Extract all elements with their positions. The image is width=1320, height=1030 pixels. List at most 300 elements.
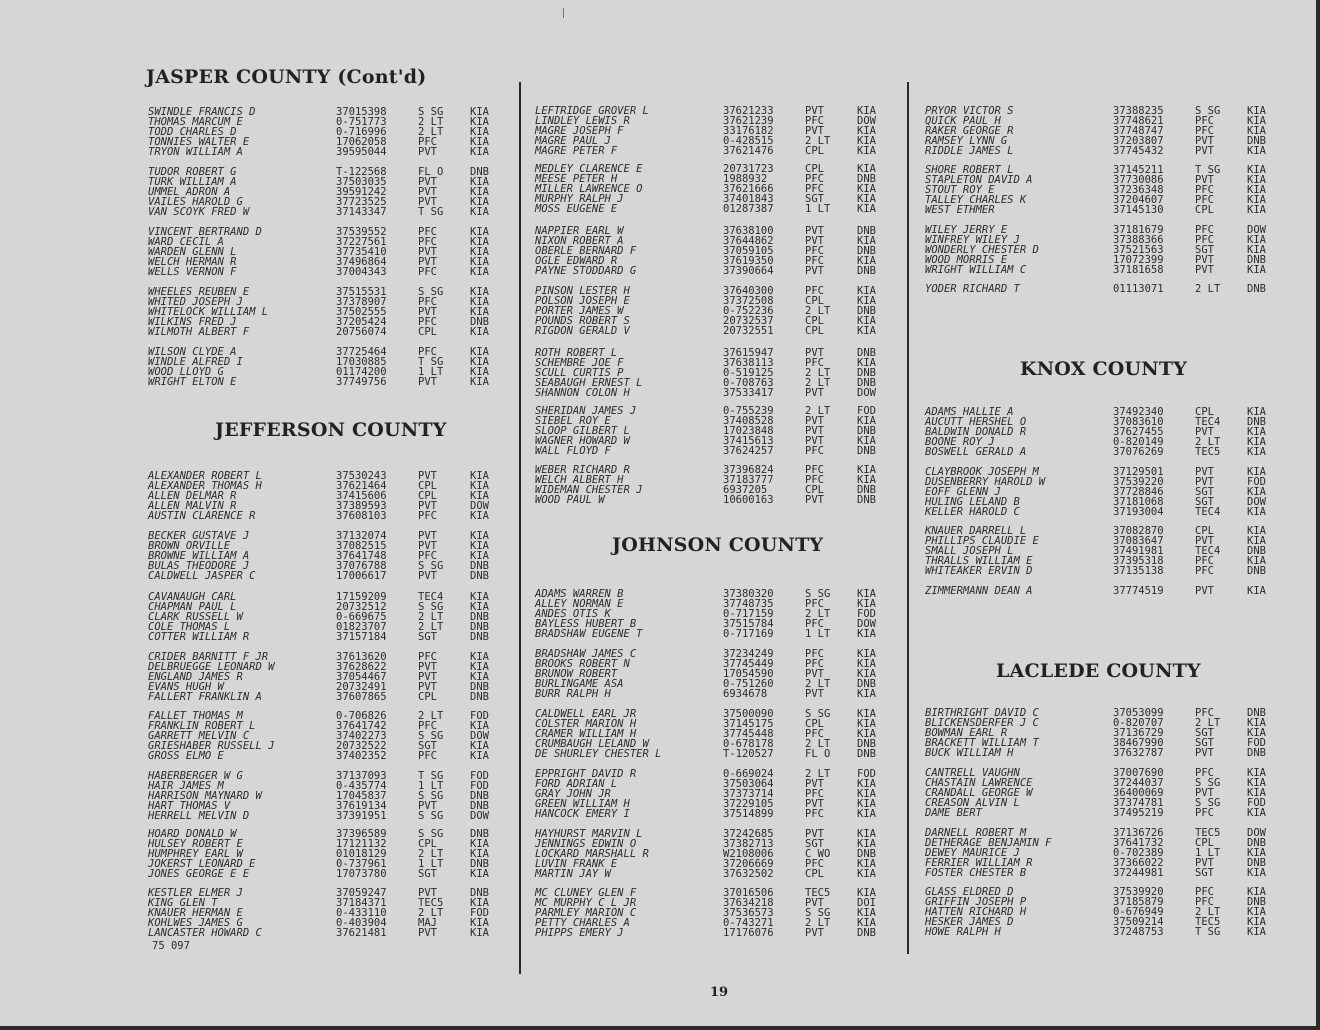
record-status: KIA	[1247, 264, 1266, 276]
record-name: AUSTIN CLARENCE R	[148, 510, 256, 522]
record-name: WALL FLOYD F	[535, 445, 611, 457]
record-rank: PFC	[1195, 115, 1214, 127]
record-rank: S SG	[805, 907, 831, 919]
record-status: DOW	[857, 618, 876, 630]
record-name: HAYHURST MARVIN L	[535, 828, 643, 840]
record-rank: PFC	[418, 651, 437, 663]
record-status: KIA	[470, 136, 489, 148]
record-rank: SGT	[805, 838, 824, 850]
record-rank: PVT	[1195, 466, 1214, 478]
record-name: HART THOMAS V	[148, 800, 231, 812]
record-name: DUSENBERRY HAROLD W	[925, 476, 1046, 488]
record-service-number: 0-752236	[723, 305, 774, 317]
record-name: BECKER GUSTAVE J	[148, 530, 250, 542]
record-name: WEST ETHMER	[925, 204, 995, 216]
record-service-number: 37391951	[336, 810, 387, 822]
record-status: KIA	[857, 648, 876, 660]
record-name: BUCK WILLIAM H	[925, 747, 1014, 759]
record-service-number: 37129501	[1113, 466, 1164, 478]
record-status: DNB	[470, 166, 489, 178]
record-service-number: 37748621	[1113, 115, 1164, 127]
record-service-number: 37053099	[1113, 707, 1164, 719]
record-name: KNAUER HERMAN E	[148, 907, 243, 919]
record-rank: PVT	[1195, 254, 1214, 266]
record-service-number: 37533417	[723, 387, 774, 399]
record-rank: PVT	[418, 196, 437, 208]
record-service-number: 37539552	[336, 226, 387, 238]
record-rank: PFC	[418, 720, 437, 732]
record-name: GREEN WILLIAM H	[535, 798, 630, 810]
record-status: DNB	[857, 484, 876, 496]
record-rank: PVT	[805, 225, 824, 237]
record-rank: PFC	[1195, 707, 1214, 719]
record-service-number: 0-669675	[336, 611, 387, 623]
record-rank: CPL	[1195, 204, 1214, 216]
record-service-number: 01287387	[723, 203, 774, 215]
record-status: KIA	[857, 868, 876, 880]
record-status: KIA	[470, 838, 489, 850]
record-name: HANCOCK EMERY I	[535, 808, 630, 820]
record-status: DNB	[857, 173, 876, 185]
record-rank: CPL	[418, 480, 437, 492]
record-status: KIA	[1247, 717, 1266, 729]
record-name: GRIFFIN JOSEPH P	[925, 896, 1027, 908]
record-service-number: 0-428515	[723, 135, 774, 147]
record-rank: PVT	[418, 186, 437, 198]
record-service-number: 37745448	[723, 728, 774, 740]
record-name: NAPPIER EARL W	[535, 225, 624, 237]
record-status: DNB	[1247, 837, 1266, 849]
record-status: KIA	[857, 415, 876, 427]
record-status: KIA	[470, 146, 489, 158]
record-rank: PVT	[1195, 174, 1214, 186]
record-service-number: W2108006	[723, 848, 774, 860]
record-rank: PVT	[418, 530, 437, 542]
record-name: ADAMS WARREN B	[535, 588, 624, 600]
record-name: WOOD LLOYD G	[148, 366, 224, 378]
record-service-number: 20732522	[336, 740, 387, 752]
record-name: WOOD PAUL W	[535, 494, 605, 506]
record-status: KIA	[857, 325, 876, 337]
record-service-number: 37382713	[723, 838, 774, 850]
record-rank: PFC	[1195, 807, 1214, 819]
record-name: WRIGHT WILLIAM C	[925, 264, 1027, 276]
record-status: KIA	[470, 256, 489, 268]
record-name: CALDWELL EARL JR	[535, 708, 637, 720]
record-rank: PFC	[1195, 224, 1214, 236]
record-service-number: 37248753	[1113, 926, 1164, 938]
record-rank: PVT	[805, 125, 824, 137]
record-rank: PVT	[418, 661, 437, 673]
record-rank: PFC	[418, 550, 437, 562]
record-service-number: 37735410	[336, 246, 387, 258]
record-status: FOD	[1247, 797, 1266, 809]
record-status: KIA	[1247, 767, 1266, 779]
record-rank: S SG	[418, 286, 444, 298]
record-rank: 2 LT	[418, 611, 444, 623]
record-status: KIA	[857, 588, 876, 600]
record-service-number: 37082870	[1113, 525, 1164, 537]
column-divider-right	[907, 82, 909, 954]
record-status: KIA	[857, 828, 876, 840]
scan-mark	[563, 8, 564, 18]
record-service-number: 37244981	[1113, 867, 1164, 879]
record-service-number: 37530243	[336, 470, 387, 482]
record-rank: PVT	[1195, 857, 1214, 869]
record-service-number: T-120527	[723, 748, 774, 760]
record-status: DNB	[857, 265, 876, 277]
record-rank: TEC5	[418, 897, 444, 909]
record-name: HESKER JAMES D	[925, 916, 1014, 928]
record-status: DNB	[470, 611, 489, 623]
record-service-number: 37181068	[1113, 496, 1164, 508]
record-name: WEBER RICHARD R	[535, 464, 630, 476]
record-rank: 1 LT	[1195, 847, 1221, 859]
record-name: GRAY JOHN JR	[535, 788, 611, 800]
record-status: KIA	[470, 510, 489, 522]
record-rank: PFC	[805, 245, 824, 257]
record-service-number: 37634218	[723, 897, 774, 909]
record-name: DETHERAGE BENJAMIN F	[925, 837, 1052, 849]
record-status: KIA	[1247, 436, 1266, 448]
record-service-number: 0-717159	[723, 608, 774, 620]
record-service-number: 37015398	[336, 106, 387, 118]
record-status: KIA	[857, 183, 876, 195]
record-rank: S SG	[418, 601, 444, 613]
record-service-number: 37749756	[336, 376, 387, 388]
record-service-number: 17023848	[723, 425, 774, 437]
record-rank: 2 LT	[418, 126, 444, 138]
record-service-number: 20732491	[336, 681, 387, 693]
record-name: FERRIER WILLIAM R	[925, 857, 1033, 869]
record-rank: C WO	[805, 848, 831, 860]
record-rank: 2 LT	[1195, 717, 1221, 729]
record-name: PINSON LESTER H	[535, 285, 630, 297]
record-rank: PVT	[805, 235, 824, 247]
record-service-number: 37539920	[1113, 886, 1164, 898]
record-name: WRIGHT ELTON E	[148, 376, 237, 388]
record-service-number: 37366022	[1113, 857, 1164, 869]
record-status: DNB	[1247, 283, 1266, 295]
record-rank: PFC	[1195, 767, 1214, 779]
record-rank: PFC	[805, 445, 824, 457]
record-status: KIA	[470, 917, 489, 929]
record-status: DNB	[1247, 707, 1266, 719]
record-name: WILMOTH ALBERT F	[148, 326, 250, 338]
record-name: THRALLS WILLIAM E	[925, 555, 1033, 567]
record-service-number: 37390664	[723, 265, 774, 277]
record-name: PORTER JAMES W	[535, 305, 624, 317]
record-status: KIA	[470, 346, 489, 358]
record-service-number: 37621239	[723, 115, 774, 127]
record-service-number: 37621464	[336, 480, 387, 492]
record-name: MEESE PETER H	[535, 173, 618, 185]
record-name: DEWEY MAURICE J	[925, 847, 1020, 859]
record-rank: T SG	[1195, 164, 1221, 176]
record-service-number: 0-717169	[723, 628, 774, 640]
record-rank: TEC4	[1195, 416, 1221, 428]
record-name: TURK WILLIAM A	[148, 176, 237, 188]
record-status: KIA	[857, 628, 876, 640]
record-service-number: 37408528	[723, 415, 774, 427]
record-status: DNB	[470, 790, 489, 802]
record-name: WELCH HERMAN R	[148, 256, 237, 268]
record-status: KIA	[470, 868, 489, 880]
record-status: KIA	[857, 798, 876, 810]
record-name: MARTIN JAY W	[535, 868, 611, 880]
record-status: KIA	[1247, 204, 1266, 216]
record-service-number: 37608103	[336, 510, 387, 522]
record-status: DNB	[857, 445, 876, 457]
record-status: DNB	[1247, 416, 1266, 428]
record-service-number: 17121132	[336, 838, 387, 850]
record-rank: CPL	[418, 838, 437, 850]
record-rank: PFC	[805, 648, 824, 660]
record-status: KIA	[1247, 234, 1266, 246]
record-name: LUVIN FRANK E	[535, 858, 618, 870]
record-rank: PFC	[1195, 184, 1214, 196]
record-service-number: 01113071	[1113, 283, 1164, 295]
record-name: BOSWELL GERALD A	[925, 446, 1027, 458]
record-rank: PVT	[418, 671, 437, 683]
record-name: GARRETT MELVIN C	[148, 730, 250, 742]
record-status: DNB	[857, 848, 876, 860]
record-service-number: 37136729	[1113, 727, 1164, 739]
record-name: QUICK PAUL H	[925, 115, 1001, 127]
record-service-number: 0-820149	[1113, 436, 1164, 448]
record-name: UMMEL ADRON A	[148, 186, 231, 198]
record-name: CAVANAUGH CARL	[148, 591, 237, 603]
record-status: KIA	[470, 116, 489, 128]
record-status: KIA	[1247, 406, 1266, 418]
record-name: ROTH ROBERT L	[535, 347, 618, 359]
record-name: TONNIES WALTER E	[148, 136, 250, 148]
record-service-number: 37132074	[336, 530, 387, 542]
record-rank: PFC	[805, 115, 824, 127]
record-service-number: 37184371	[336, 897, 387, 909]
record-rank: CPL	[805, 315, 824, 327]
record-service-number: 37401843	[723, 193, 774, 205]
record-name: SCULL CURTIS P	[535, 367, 624, 379]
record-name: BURR RALPH H	[535, 688, 611, 700]
record-status: KIA	[857, 668, 876, 680]
record-name: CLARK RUSSELL W	[148, 611, 243, 623]
record-name: ADAMS HALLIE A	[925, 406, 1014, 418]
record-status: KIA	[1247, 727, 1266, 739]
record-service-number: 37621233	[723, 105, 774, 117]
record-name: SIEBEL ROY E	[535, 415, 611, 427]
record-service-number: 37181658	[1113, 264, 1164, 276]
record-service-number: 10600163	[723, 494, 774, 506]
record-service-number: 17159209	[336, 591, 387, 603]
record-rank: PFC	[1195, 125, 1214, 137]
record-name: LEFTRIDGE GROVER L	[535, 105, 649, 117]
record-name: BRADSHAW JAMES C	[535, 648, 637, 660]
record-status: KIA	[857, 357, 876, 369]
record-status: KIA	[857, 235, 876, 247]
record-service-number: 37181679	[1113, 224, 1164, 236]
record-rank: PFC	[1195, 555, 1214, 567]
record-status: DNB	[470, 681, 489, 693]
record-status: DNB	[857, 305, 876, 317]
record-name: PRYOR VICTOR S	[925, 105, 1014, 117]
record-status: DOW	[1247, 827, 1266, 839]
record-rank: FL O	[418, 166, 444, 178]
record-name: WARD CECIL A	[148, 236, 224, 248]
record-name: WILKINS FRED J	[148, 316, 237, 328]
record-service-number: 20732551	[723, 325, 774, 337]
record-status: DNB	[470, 691, 489, 703]
record-service-number: 37380320	[723, 588, 774, 600]
record-rank: PFC	[805, 357, 824, 369]
record-service-number: 37145175	[723, 718, 774, 730]
record-service-number: 01018129	[336, 848, 387, 860]
record-name: THOMAS MARCUM E	[148, 116, 243, 128]
record-service-number: 37388366	[1113, 234, 1164, 246]
record-name: HOWE RALPH H	[925, 926, 1001, 938]
record-service-number: 0-702389	[1113, 847, 1164, 859]
record-name: DELBRUEGGE LEONARD W	[148, 661, 275, 673]
record-status: KIA	[470, 226, 489, 238]
record-service-number: 37748747	[1113, 125, 1164, 137]
record-status: KIA	[470, 206, 489, 218]
record-service-number: 37619134	[336, 800, 387, 812]
record-rank: 2 LT	[1195, 436, 1221, 448]
record-service-number: 17072399	[1113, 254, 1164, 266]
record-status: KIA	[1247, 105, 1266, 117]
record-service-number: 37536573	[723, 907, 774, 919]
record-rank: 2 LT	[805, 377, 831, 389]
record-name: CRAMER WILLIAM H	[535, 728, 637, 740]
record-name: WELCH ALBERT H	[535, 474, 624, 486]
record-service-number: 37145130	[1113, 204, 1164, 216]
record-service-number: 37509214	[1113, 916, 1164, 928]
record-name: HERRELL MELVIN D	[148, 810, 250, 822]
record-rank: PVT	[1195, 747, 1214, 759]
record-status: KIA	[857, 808, 876, 820]
record-status: KIA	[1247, 916, 1266, 928]
record-service-number: 37621476	[723, 145, 774, 157]
record-status: KIA	[857, 163, 876, 175]
record-status: KIA	[1247, 506, 1266, 518]
record-name: CHAPMAN PAUL L	[148, 601, 237, 613]
record-service-number: 01174200	[336, 366, 387, 378]
record-status: KIA	[470, 286, 489, 298]
record-status: KIA	[857, 435, 876, 447]
record-status: DOW	[470, 730, 489, 742]
record-rank: SGT	[1195, 727, 1214, 739]
record-status: KIA	[1247, 466, 1266, 478]
record-service-number: 37491981	[1113, 545, 1164, 557]
record-status: KIA	[470, 326, 489, 338]
record-service-number: 6934678	[723, 688, 768, 700]
record-status: KIA	[1247, 125, 1266, 137]
heading-jasper-county: JASPER COUNTY (Cont'd)	[146, 66, 427, 88]
record-name: WARDEN GLENN L	[148, 246, 237, 258]
record-name: YODER RICHARD T	[925, 283, 1020, 295]
record-service-number: 37723525	[336, 196, 387, 208]
record-name: NIXON ROBERT A	[535, 235, 624, 247]
record-service-number: 37378907	[336, 296, 387, 308]
record-rank: PFC	[1195, 194, 1214, 206]
record-rank: PFC	[418, 226, 437, 238]
record-rank: S SG	[1195, 777, 1221, 789]
record-name: GRIESHABER RUSSELL J	[148, 740, 275, 752]
record-rank: 1 LT	[418, 366, 444, 378]
record-status: DNB	[1247, 545, 1266, 557]
record-rank: PVT	[805, 347, 824, 359]
record-service-number: 37203807	[1113, 135, 1164, 147]
record-service-number: 17006617	[336, 570, 387, 582]
record-name: WHITEAKER ERVIN D	[925, 565, 1033, 577]
record-status: KIA	[470, 480, 489, 492]
record-rank: PVT	[418, 570, 437, 582]
record-rank: S SG	[418, 106, 444, 118]
record-status: KIA	[857, 728, 876, 740]
record-name: BALDWIN DONALD R	[925, 426, 1027, 438]
record-rank: PVT	[805, 668, 824, 680]
record-status: DNB	[857, 377, 876, 389]
record-rank: PVT	[1195, 535, 1214, 547]
record-status: FOD	[1247, 737, 1266, 749]
record-rank: PVT	[418, 681, 437, 693]
record-name: CHASTAIN LAWRENCE	[925, 777, 1033, 789]
record-rank: SGT	[1195, 496, 1214, 508]
record-name: PETTY CHARLES A	[535, 917, 630, 929]
record-name: CRUMBAUGH LELAND W	[535, 738, 649, 750]
record-rank: PVT	[1195, 145, 1214, 157]
record-rank: PVT	[1195, 426, 1214, 438]
record-name: FOSTER CHESTER B	[925, 867, 1027, 879]
record-status: KIA	[470, 661, 489, 673]
record-status: KIA	[470, 550, 489, 562]
record-status: KIA	[857, 598, 876, 610]
record-service-number: 37206669	[723, 858, 774, 870]
record-service-number: 37157184	[336, 631, 387, 643]
record-service-number: 37076269	[1113, 446, 1164, 458]
record-name: BURLINGAME ASA	[535, 678, 624, 690]
record-status: KIA	[1247, 525, 1266, 537]
record-service-number: 37774519	[1113, 585, 1164, 597]
record-rank: 1 LT	[805, 203, 831, 215]
record-service-number: 37515784	[723, 618, 774, 630]
record-name: ANDES OTIS K	[535, 608, 611, 620]
record-rank: PVT	[805, 435, 824, 447]
record-status: KIA	[470, 366, 489, 378]
record-rank: S SG	[1195, 797, 1221, 809]
record-rank: TEC5	[1195, 916, 1221, 928]
record-rank: 2 LT	[418, 907, 444, 919]
record-status: KIA	[1247, 446, 1266, 458]
record-rank: CPL	[805, 295, 824, 307]
record-name: CRIDER BARNITT F JR	[148, 651, 269, 663]
record-status: KIA	[1247, 115, 1266, 127]
record-status: KIA	[470, 236, 489, 248]
record-name: HAIR JAMES M	[148, 780, 224, 792]
record-rank: FL O	[805, 748, 831, 760]
record-rank: 2 LT	[805, 305, 831, 317]
record-status: DNB	[857, 678, 876, 690]
record-rank: PVT	[418, 927, 437, 939]
record-rank: SGT	[418, 868, 437, 880]
record-name: MAGRE PAUL J	[535, 135, 611, 147]
record-status: KIA	[470, 176, 489, 188]
record-status: KIA	[857, 917, 876, 929]
record-rank: PFC	[805, 858, 824, 870]
record-name: WINFREY WILEY J	[925, 234, 1020, 246]
record-service-number: 37083610	[1113, 416, 1164, 428]
record-rank: T SG	[418, 206, 444, 218]
